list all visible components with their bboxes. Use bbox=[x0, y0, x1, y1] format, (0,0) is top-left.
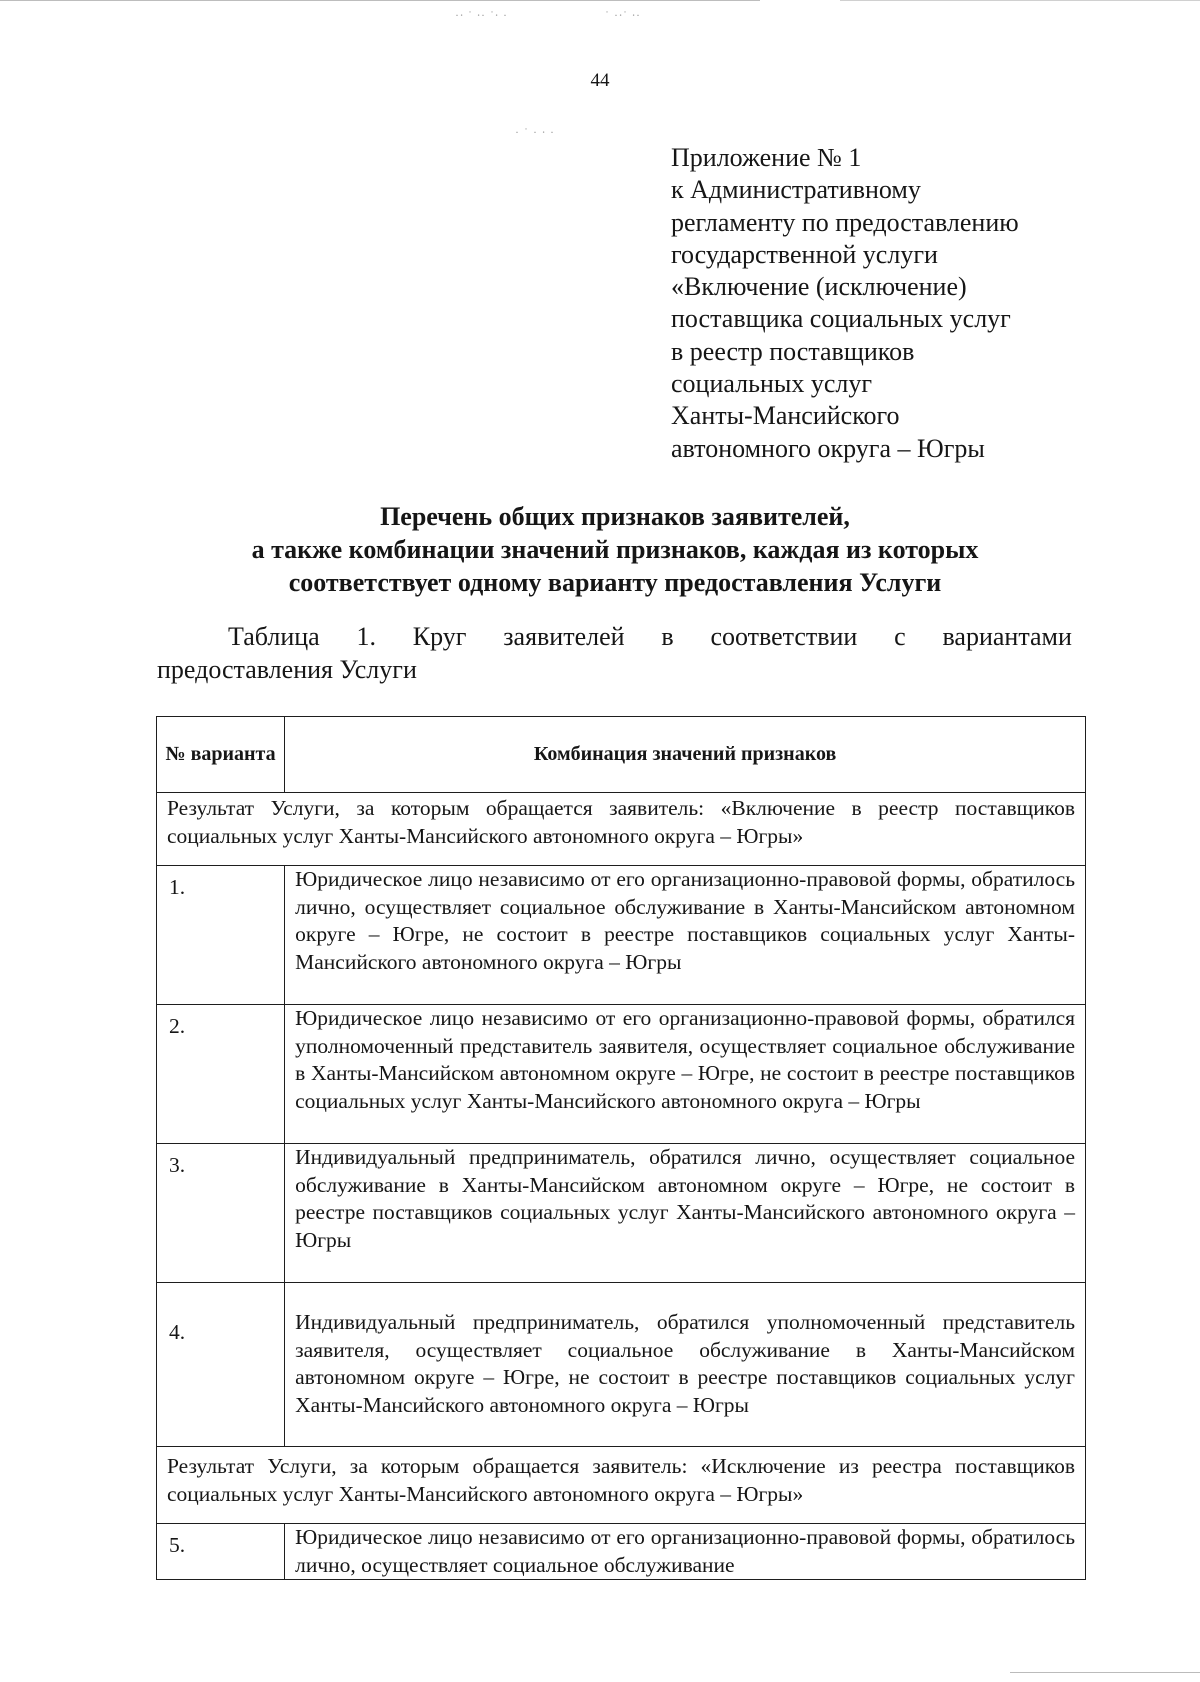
result-exclude-text: Результат Услуги, за которым обращается заявитель: «Исключение из реестра поставщиков социальных услуг Ханты-Мансийского автономного округа – Югры» bbox=[157, 1447, 1086, 1524]
appendix-note bbox=[671, 142, 1091, 465]
caption-word: 1. bbox=[356, 622, 376, 651]
result-row-include bbox=[157, 793, 1086, 866]
variant-number: 1. bbox=[157, 866, 285, 1005]
variant-number: 4. bbox=[157, 1283, 285, 1447]
variant-number: 3. bbox=[157, 1144, 285, 1283]
heading-line: соответствует одному варианту предоставления Услуги bbox=[288, 568, 942, 597]
caption-word: с bbox=[894, 622, 906, 651]
caption-word: Таблица bbox=[228, 622, 320, 651]
variant-text: Юридическое лицо независимо от его организационно-правовой формы, обратилось лично, осуществляет социальное обслуживание в Ханты-Мансийском автономном округе – Югре, не состоит в реестре поставщиков социальных услуг Ханты-Мансийского автономного округа – Югры bbox=[285, 866, 1086, 1005]
result-include-text: Результат Услуги, за которым обращается заявитель: «Включение в реестр поставщиков социальных услуг Ханты-Мансийского автономного округа – Югры» bbox=[157, 793, 1086, 866]
scan-artifact: ·∙ ˙ ∙· ˙∙ · bbox=[455, 8, 508, 22]
caption-line-1 bbox=[157, 620, 1072, 653]
caption-word: в bbox=[661, 622, 674, 651]
appendix-line: в реестр поставщиков bbox=[671, 336, 915, 366]
appendix-line: государственной услуги bbox=[671, 239, 938, 269]
heading-line: Перечень общих признаков заявителей, bbox=[380, 502, 850, 531]
scan-edge-top bbox=[0, 0, 760, 1]
applicants-table bbox=[156, 716, 1086, 1580]
variant-text: Юридическое лицо независимо от его организационно-правовой формы, обратился уполномоченный представитель заявителя, осуществляет социальное обслуживание в Ханты-Мансийском автономном округе – Югре, не состоит в реестре поставщиков социальных услуг Ханты-Мансийского автономного округа – Югры bbox=[285, 1005, 1086, 1144]
variant-text: Юридическое лицо независимо от его организационно-правовой формы, обратилось лично, осуществляет социальное обслуживание bbox=[285, 1524, 1086, 1580]
appendix-line: автономного округа – Югры bbox=[671, 433, 985, 463]
document-heading bbox=[0, 500, 1200, 599]
page-number: 44 bbox=[590, 70, 610, 91]
appendix-line: Приложение № 1 bbox=[671, 143, 862, 172]
scan-edge-top-right bbox=[840, 0, 1200, 1]
table-row bbox=[157, 1005, 1086, 1144]
appendix-line: поставщика социальных услуг bbox=[671, 304, 1011, 334]
caption-word: заявителей bbox=[503, 622, 625, 651]
variant-text: Индивидуальный предприниматель, обратился уполномоченный представитель заявителя, осуществляет социальное обслуживание в Ханты-Мансийском автономном округе – Югре, не состоит в реестре поставщиков социальных услуг Ханты-Мансийского автономного округа – Югры bbox=[285, 1283, 1086, 1447]
caption-word: соответствии bbox=[710, 622, 858, 651]
caption-word: вариантами bbox=[942, 622, 1072, 651]
variant-text: Индивидуальный предприниматель, обратился лично, осуществляет социальное обслуживание в Ханты-Мансийском автономном округе – Югре, не состоит в реестре поставщиков социальных услуг Ханты-Мансийского автономного округа – Югры bbox=[285, 1144, 1086, 1283]
result-row-exclude bbox=[157, 1447, 1086, 1524]
variant-number: 5. bbox=[157, 1524, 285, 1580]
header-combination: Комбинация значений признаков bbox=[285, 717, 1086, 793]
header-variant-number: № варианта bbox=[157, 717, 285, 793]
scan-artifact: · ˙ · ∙ · bbox=[515, 125, 555, 139]
table-row bbox=[157, 1524, 1086, 1580]
scan-edge-bottom bbox=[1010, 1672, 1200, 1673]
table-row bbox=[157, 1283, 1086, 1447]
caption-line-2: предоставления Услуги bbox=[157, 655, 417, 684]
table-row bbox=[157, 1144, 1086, 1283]
table-header-row bbox=[157, 717, 1086, 793]
appendix-line: регламенту по предоставлению bbox=[671, 207, 1019, 237]
heading-line: а также комбинации значений признаков, каждая из которых bbox=[251, 535, 979, 564]
appendix-line: «Включение (исключение) bbox=[671, 272, 967, 302]
scan-artifact: ˙ ·∙˙ ∙· bbox=[605, 8, 641, 22]
table-row bbox=[157, 866, 1086, 1005]
caption-word: Круг bbox=[412, 622, 467, 651]
table-caption bbox=[157, 620, 1072, 686]
appendix-line: социальных услуг bbox=[671, 369, 873, 399]
appendix-line: к Административному bbox=[671, 175, 921, 205]
variant-number: 2. bbox=[157, 1005, 285, 1144]
appendix-line: Ханты-Мансийского bbox=[671, 401, 900, 431]
